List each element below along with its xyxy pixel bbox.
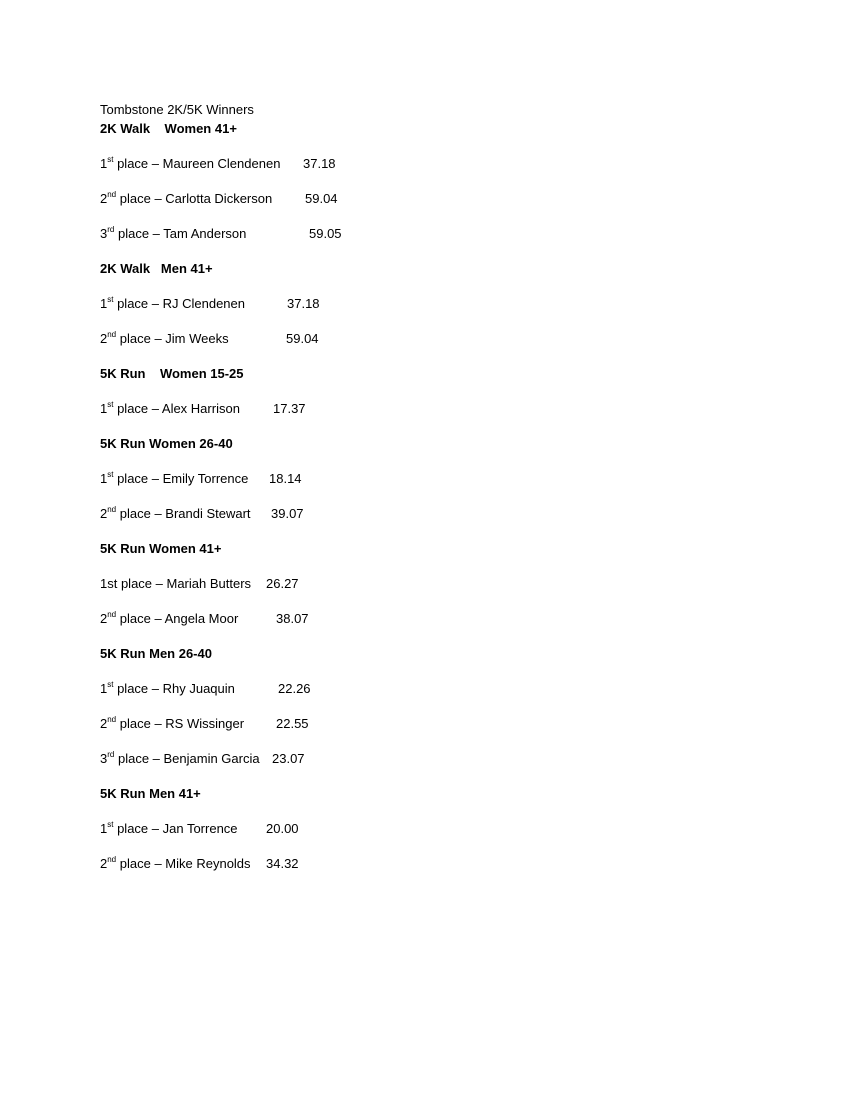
ordinal-suffix: nd	[107, 854, 117, 864]
result-entry	[100, 155, 750, 173]
ordinal-suffix: st	[107, 819, 114, 829]
finish-time: 37.18	[303, 156, 336, 171]
finish-time: 18.14	[269, 471, 302, 486]
section-heading: 5K Run Women 26-40	[100, 436, 233, 451]
entrant-name: place – Tam Anderson	[114, 226, 247, 241]
place-ordinal: 3	[100, 226, 108, 241]
ordinal-suffix: nd	[107, 329, 117, 339]
place-ordinal: 2	[100, 191, 108, 206]
place-ordinal: 2	[100, 331, 108, 346]
finish-time: 59.04	[286, 331, 319, 346]
place-ordinal: 1	[100, 156, 108, 171]
ordinal-suffix: rd	[107, 749, 115, 759]
finish-time: 59.05	[309, 226, 342, 241]
ordinal-suffix: st	[107, 154, 114, 164]
result-entry	[100, 855, 750, 873]
finish-time: 26.27	[266, 576, 299, 591]
place-ordinal: 1	[100, 296, 108, 311]
entrant-name: place – Rhy Juaquin	[113, 681, 235, 696]
entrant-name: place – Jim Weeks	[116, 331, 229, 346]
entry-place-name	[100, 225, 246, 242]
section-heading: 5K Run Men 41+	[100, 786, 201, 801]
results-document	[100, 101, 750, 873]
result-entry	[100, 575, 750, 593]
result-entry	[100, 400, 750, 418]
result-entry	[100, 505, 750, 523]
result-entry	[100, 610, 750, 628]
result-entry	[100, 750, 750, 768]
entry-place-name	[100, 470, 248, 487]
entry-place-name	[100, 750, 260, 767]
ordinal-suffix: st	[107, 679, 114, 689]
finish-time: 20.00	[266, 821, 299, 836]
ordinal-suffix: st	[107, 294, 114, 304]
entrant-name: place – Jan Torrence	[113, 821, 238, 836]
finish-time: 39.07	[271, 506, 304, 521]
ordinal-suffix: rd	[107, 224, 115, 234]
entry-place-name	[100, 330, 229, 347]
section-heading: 5K Run Women 41+	[100, 541, 222, 556]
ordinal-suffix: nd	[107, 189, 117, 199]
result-entry	[100, 470, 750, 488]
entrant-name: place – Carlotta Dickerson	[116, 191, 273, 206]
document-title: Tombstone 2K/5K Winners	[100, 102, 254, 117]
entrant-name: place – Benjamin Garcia	[114, 751, 260, 766]
entry-place-name	[100, 715, 244, 732]
result-entry	[100, 225, 750, 243]
entrant-name: place – Mike Reynolds	[116, 856, 251, 871]
result-entry	[100, 820, 750, 838]
entrant-name: place – Angela Moor	[116, 611, 239, 626]
finish-time: 22.55	[276, 716, 309, 731]
entrant-name: place – Maureen Clendenen	[113, 156, 281, 171]
results-sections	[100, 120, 750, 873]
place-ordinal: 1	[100, 681, 108, 696]
ordinal-suffix: st	[107, 469, 114, 479]
finish-time: 34.32	[266, 856, 299, 871]
entrant-name: place – Emily Torrence	[113, 471, 249, 486]
entry-place-name	[100, 155, 280, 172]
entrant-name: place – Alex Harrison	[113, 401, 240, 416]
entrant-name: place – RS Wissinger	[116, 716, 245, 731]
entry-place-name	[100, 190, 272, 207]
entrant-name: place – RJ Clendenen	[113, 296, 245, 311]
finish-time: 23.07	[272, 751, 305, 766]
result-entry	[100, 680, 750, 698]
entry-place-name	[100, 855, 251, 872]
place-ordinal: 3	[100, 751, 108, 766]
place-ordinal: 1	[100, 471, 108, 486]
place-ordinal: 1st	[100, 576, 118, 591]
section-heading: 2K Walk Men 41+	[100, 261, 213, 276]
place-ordinal: 1	[100, 401, 108, 416]
entry-place-name	[100, 505, 251, 522]
place-ordinal: 2	[100, 506, 108, 521]
finish-time: 37.18	[287, 296, 320, 311]
entry-place-name	[100, 575, 251, 592]
section-heading: 5K Run Women 15-25	[100, 366, 244, 381]
result-entry	[100, 330, 750, 348]
ordinal-suffix: nd	[107, 504, 117, 514]
finish-time: 17.37	[273, 401, 306, 416]
entrant-name: place – Brandi Stewart	[116, 506, 251, 521]
ordinal-suffix: nd	[107, 714, 117, 724]
entry-place-name	[100, 820, 238, 837]
result-entry	[100, 190, 750, 208]
ordinal-suffix: nd	[107, 609, 117, 619]
finish-time: 38.07	[276, 611, 309, 626]
entrant-name: place – Mariah Butters	[117, 576, 252, 591]
ordinal-suffix: st	[107, 399, 114, 409]
entry-place-name	[100, 295, 245, 312]
place-ordinal: 1	[100, 821, 108, 836]
finish-time: 59.04	[305, 191, 338, 206]
place-ordinal: 2	[100, 856, 108, 871]
entry-place-name	[100, 400, 240, 417]
result-entry	[100, 295, 750, 313]
finish-time: 22.26	[278, 681, 311, 696]
place-ordinal: 2	[100, 611, 108, 626]
result-entry	[100, 715, 750, 733]
section-heading: 2K Walk Women 41+	[100, 121, 237, 136]
entry-place-name	[100, 680, 235, 697]
place-ordinal: 2	[100, 716, 108, 731]
entry-place-name	[100, 610, 238, 627]
section-heading: 5K Run Men 26-40	[100, 646, 212, 661]
